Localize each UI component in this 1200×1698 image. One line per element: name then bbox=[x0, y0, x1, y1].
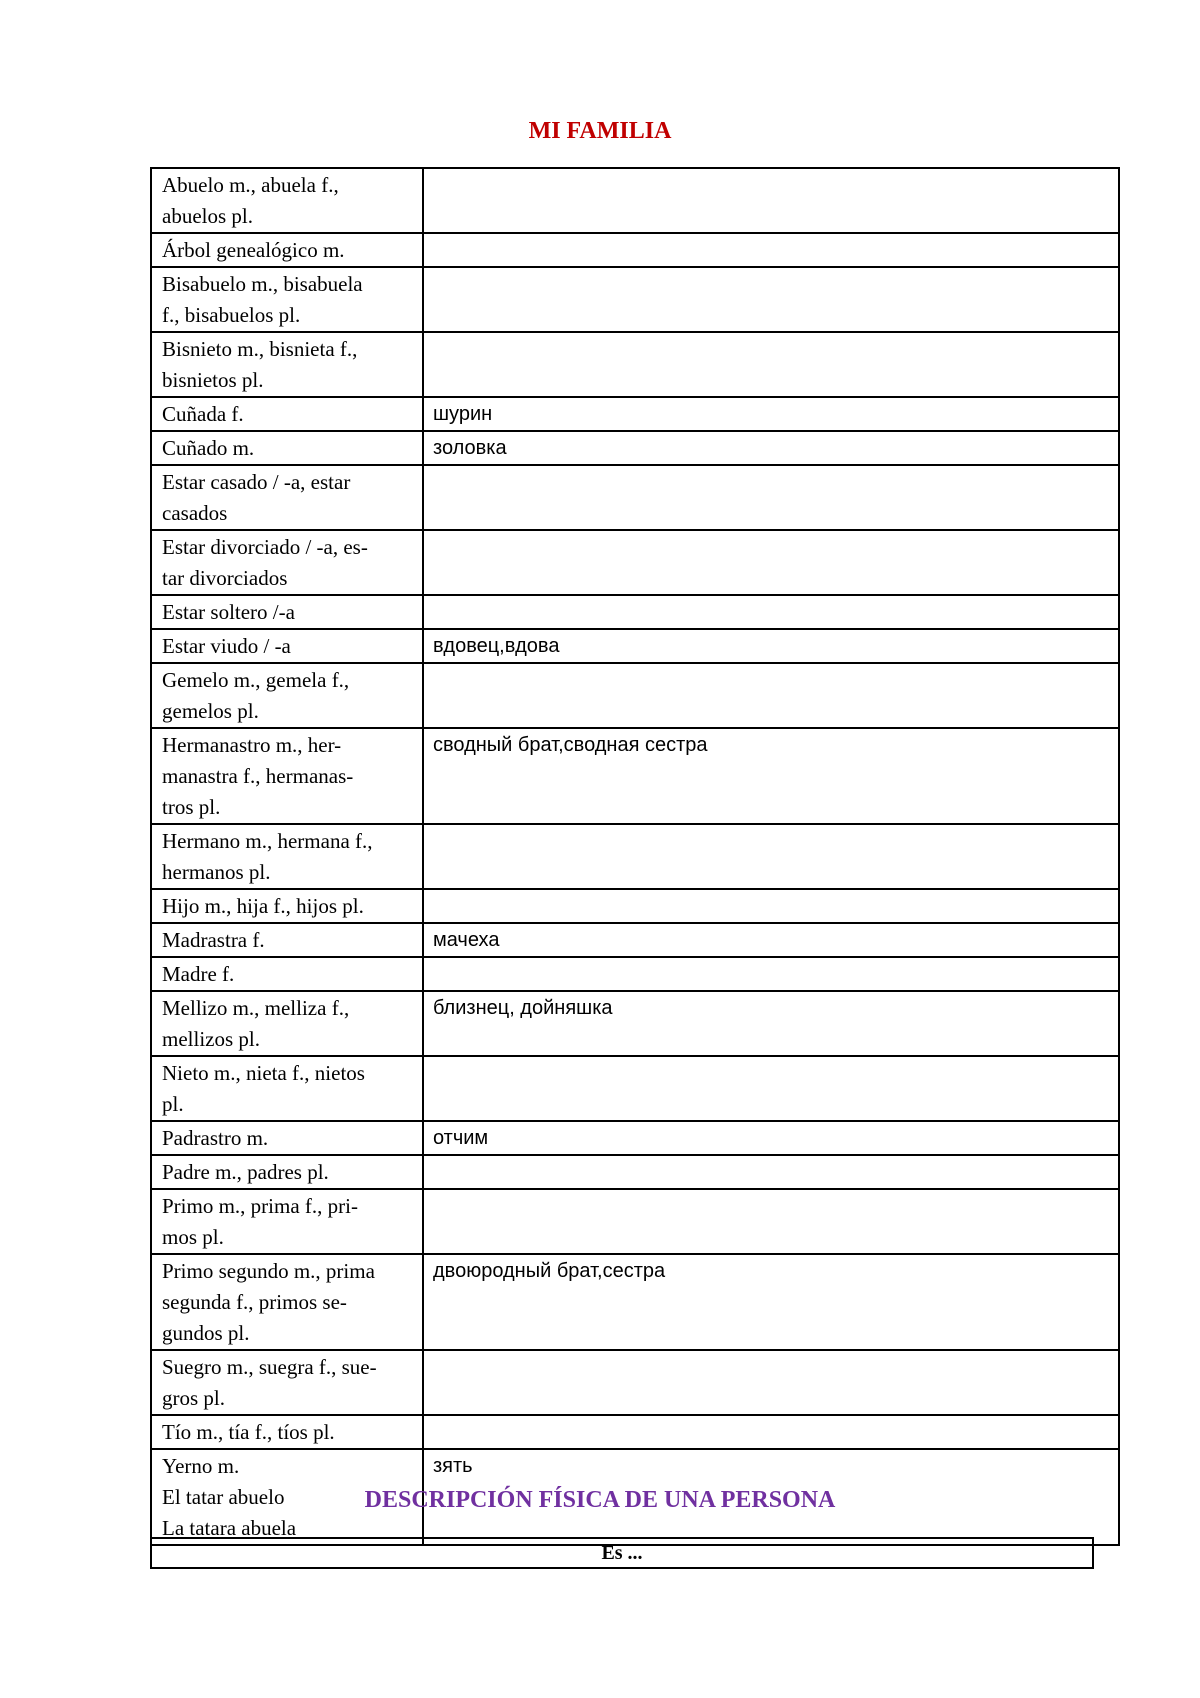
spanish-term-line: Primo segundo m., prima bbox=[162, 1259, 375, 1283]
table-row bbox=[151, 663, 1119, 728]
spanish-term-line: Madre f. bbox=[162, 962, 235, 986]
spanish-term-line: abuelos pl. bbox=[162, 204, 253, 228]
spanish-term-line: Gemelo m., gemela f., bbox=[162, 668, 350, 692]
spanish-term-line: Estar viudo / -a bbox=[162, 634, 291, 658]
translation-cell bbox=[423, 465, 1119, 530]
spanish-term-cell bbox=[151, 465, 423, 530]
spanish-term-cell bbox=[151, 431, 423, 465]
vocabulary-table-body bbox=[151, 168, 1119, 1545]
vocabulary-table bbox=[150, 167, 1120, 1546]
spanish-term-cell bbox=[151, 530, 423, 595]
spanish-term-cell bbox=[151, 233, 423, 267]
spanish-term-cell bbox=[151, 824, 423, 889]
spanish-term-line: Mellizo m., melliza f., bbox=[162, 996, 350, 1020]
table-row bbox=[151, 233, 1119, 267]
translation-cell bbox=[423, 332, 1119, 397]
spanish-term-cell bbox=[151, 629, 423, 663]
spanish-term-line: gemelos pl. bbox=[162, 699, 259, 723]
table-row bbox=[151, 1189, 1119, 1254]
table-row bbox=[151, 923, 1119, 957]
spanish-term-line: Padrastro m. bbox=[162, 1126, 269, 1150]
spanish-term-cell bbox=[151, 1056, 423, 1121]
translation-cell: зять bbox=[423, 1449, 1119, 1545]
spanish-term-line: hermanos pl. bbox=[162, 860, 271, 884]
spanish-term-cell bbox=[151, 1155, 423, 1189]
translation-cell bbox=[423, 1056, 1119, 1121]
spanish-term-line: Primo m., prima f., pri- bbox=[162, 1194, 358, 1218]
translation-cell: золовка bbox=[423, 431, 1119, 465]
spanish-term-line: casados bbox=[162, 501, 228, 525]
spanish-term-line: Hermanastro m., her- bbox=[162, 733, 342, 757]
spanish-term-line: Tío m., tía f., tíos pl. bbox=[162, 1420, 335, 1444]
spanish-term-line: mos pl. bbox=[162, 1225, 224, 1249]
table-row bbox=[151, 889, 1119, 923]
spanish-term-line: Estar soltero /-a bbox=[162, 600, 295, 624]
table-row bbox=[151, 431, 1119, 465]
table-row bbox=[151, 1350, 1119, 1415]
translation-cell bbox=[423, 168, 1119, 233]
spanish-term-line: bisnietos pl. bbox=[162, 368, 264, 392]
spanish-term-line: Bisnieto m., bisnieta f., bbox=[162, 337, 358, 361]
spanish-term-line: gundos pl. bbox=[162, 1321, 250, 1345]
spanish-term-line: pl. bbox=[162, 1092, 184, 1116]
table-row bbox=[151, 332, 1119, 397]
table-row bbox=[151, 465, 1119, 530]
section-title: DESCRIPCIÓN FÍSICA DE UNA PERSONA bbox=[364, 1487, 836, 1513]
spanish-term-line: Suegro m., suegra f., sue- bbox=[162, 1355, 377, 1379]
spanish-term-cell bbox=[151, 663, 423, 728]
spanish-term-cell bbox=[151, 1350, 423, 1415]
table-row bbox=[151, 1056, 1119, 1121]
table-row bbox=[151, 595, 1119, 629]
spanish-term-cell bbox=[151, 332, 423, 397]
translation-cell bbox=[423, 957, 1119, 991]
spanish-term-line: manastra f., hermanas- bbox=[162, 764, 354, 788]
spanish-term-line: El tatar abuelo bbox=[162, 1485, 285, 1509]
translation-cell bbox=[423, 233, 1119, 267]
translation-cell bbox=[423, 1415, 1119, 1449]
spanish-term-line: Nieto m., nieta f., nietos bbox=[162, 1061, 365, 1085]
table-row bbox=[151, 397, 1119, 431]
spanish-term-line: Padre m., padres pl. bbox=[162, 1160, 329, 1184]
spanish-term-cell bbox=[151, 397, 423, 431]
translation-cell: мачеха bbox=[423, 923, 1119, 957]
spanish-term-line: tros pl. bbox=[162, 795, 221, 819]
translation-cell bbox=[423, 663, 1119, 728]
translation-cell bbox=[423, 1350, 1119, 1415]
spanish-term-line: Cuñada f. bbox=[162, 402, 244, 426]
spanish-term-cell bbox=[151, 1121, 423, 1155]
description-table-header: Es ... bbox=[150, 1537, 1094, 1569]
table-row bbox=[151, 1254, 1119, 1350]
spanish-term-cell bbox=[151, 991, 423, 1056]
translation-cell bbox=[423, 267, 1119, 332]
spanish-term-cell bbox=[151, 728, 423, 824]
translation-cell: сводный брат,сводная сестра bbox=[423, 728, 1119, 824]
table-row bbox=[151, 629, 1119, 663]
table-row bbox=[151, 824, 1119, 889]
spanish-term-cell bbox=[151, 267, 423, 332]
spanish-term-line: f., bisabuelos pl. bbox=[162, 303, 301, 327]
translation-cell: шурин bbox=[423, 397, 1119, 431]
spanish-term-cell bbox=[151, 957, 423, 991]
spanish-term-cell bbox=[151, 1415, 423, 1449]
table-row bbox=[151, 991, 1119, 1056]
table-row bbox=[151, 1415, 1119, 1449]
table-row bbox=[151, 728, 1119, 824]
spanish-term-line: Yerno m. bbox=[162, 1454, 240, 1478]
spanish-term-cell bbox=[151, 1189, 423, 1254]
spanish-term-line: Hijo m., hija f., hijos pl. bbox=[162, 894, 364, 918]
spanish-term-line: mellizos pl. bbox=[162, 1027, 260, 1051]
spanish-term-line: Madrastra f. bbox=[162, 928, 265, 952]
spanish-term-line: Árbol genealógico m. bbox=[162, 238, 345, 262]
spanish-term-line: Bisabuelo m., bisabuela bbox=[162, 272, 363, 296]
translation-cell bbox=[423, 1155, 1119, 1189]
table-row bbox=[151, 168, 1119, 233]
spanish-term-cell bbox=[151, 923, 423, 957]
spanish-term-line: Abuelo m., abuela f., bbox=[162, 173, 339, 197]
translation-cell bbox=[423, 595, 1119, 629]
spanish-term-line: Estar casado / -a, estar bbox=[162, 470, 351, 494]
table-row bbox=[151, 530, 1119, 595]
table-row bbox=[151, 267, 1119, 332]
translation-cell bbox=[423, 824, 1119, 889]
page-title: MI FAMILIA bbox=[528, 118, 672, 144]
translation-cell bbox=[423, 530, 1119, 595]
spanish-term-line: Estar divorciado / -a, es- bbox=[162, 535, 368, 559]
spanish-term-cell bbox=[151, 889, 423, 923]
spanish-term-cell bbox=[151, 595, 423, 629]
table-row bbox=[151, 957, 1119, 991]
spanish-term-line: Cuñado m. bbox=[162, 436, 255, 460]
spanish-term-line: La tatara abuela bbox=[162, 1516, 297, 1540]
table-row bbox=[151, 1155, 1119, 1189]
translation-cell: отчим bbox=[423, 1121, 1119, 1155]
table-row bbox=[151, 1121, 1119, 1155]
spanish-term-line: tar divorciados bbox=[162, 566, 288, 590]
translation-cell bbox=[423, 889, 1119, 923]
translation-cell: вдовец,вдова bbox=[423, 629, 1119, 663]
spanish-term-line: segunda f., primos se- bbox=[162, 1290, 347, 1314]
spanish-term-cell bbox=[151, 1254, 423, 1350]
spanish-term-line: gros pl. bbox=[162, 1386, 225, 1410]
translation-cell: близнец, дойняшка bbox=[423, 991, 1119, 1056]
translation-cell bbox=[423, 1189, 1119, 1254]
spanish-term-line: Hermano m., hermana f., bbox=[162, 829, 373, 853]
spanish-term-cell bbox=[151, 168, 423, 233]
translation-cell: двоюродный брат,сестра bbox=[423, 1254, 1119, 1350]
